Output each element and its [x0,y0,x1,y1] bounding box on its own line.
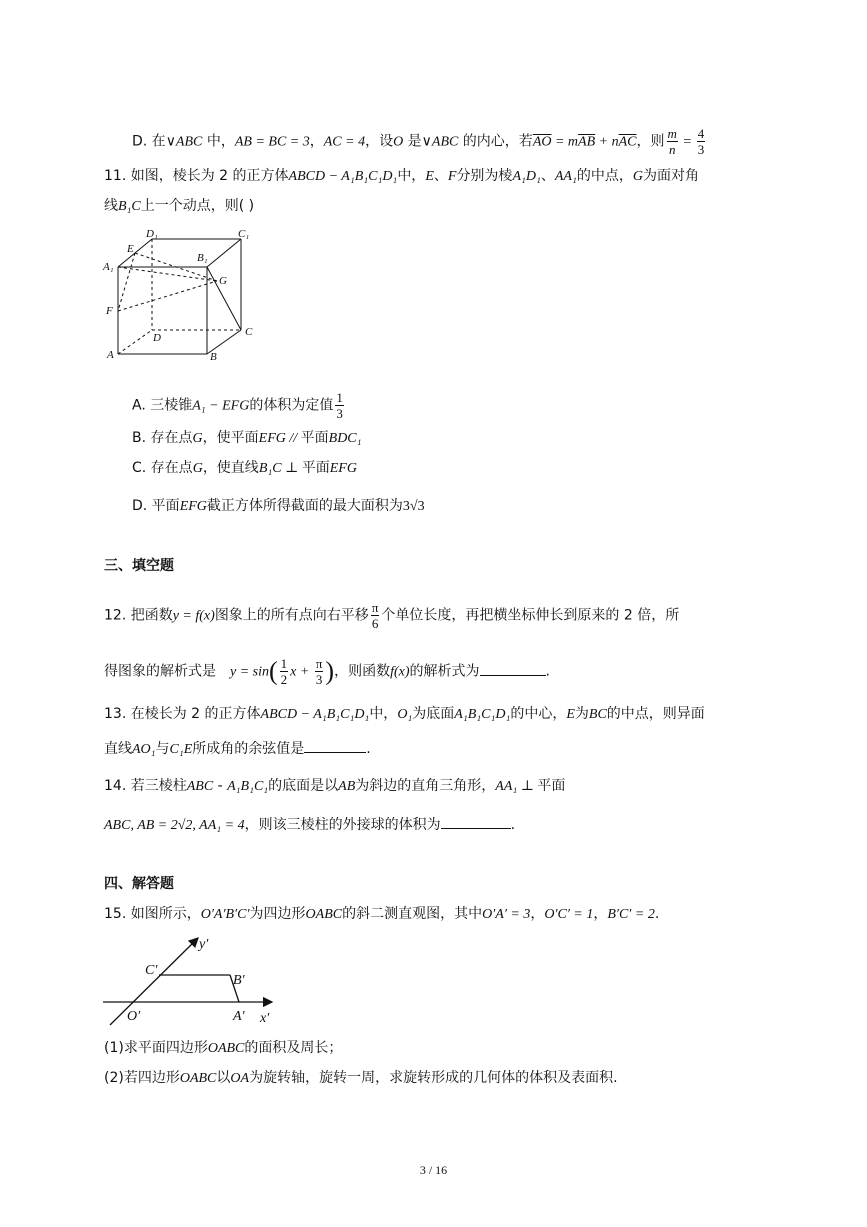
q15-part1 [104,1038,342,1059]
q14-text: 的底面是以 [268,778,339,794]
q11-text: 平面 [301,460,330,476]
denominator: 2 [280,672,288,687]
numerator: m [667,126,677,141]
math-func: f(x) [390,664,410,680]
math-plane: BDC₁ [328,431,362,446]
q13-text: 与 [155,741,170,757]
q15-text: 的斜二测直观图，其中 [342,906,483,922]
q11-text: B. 存在点 [132,430,193,446]
q11-text: 平面 [300,430,329,446]
label-c: C [245,326,253,338]
denominator: n [668,142,676,157]
vector-ab: $\overline{AB}$ [578,134,596,150]
q11-option-c [132,458,357,479]
q13-text: . [366,741,371,757]
q15-text: (1)求平面四边形 [104,1040,208,1056]
numerator: 4 [697,126,705,141]
q15-text: 为旋转轴，旋转一周，求旋转形成的几何体的体积及表面积. [249,1070,618,1086]
q14-text: 平面 [537,778,566,794]
q11-text: 分别为棱 [456,168,513,184]
q10-text: 的内心，若 [458,133,533,150]
fraction-m-n [667,126,678,157]
math-point: E [566,707,575,722]
math-triangle: A₁B₁C₁ [227,779,269,794]
fraction-pi-6 [371,600,380,631]
math-point: F [447,169,457,184]
math-point: E [425,169,434,184]
math-quad: OABC [179,1071,217,1086]
label-c1: C₁ [238,228,250,240]
denominator: 3 [315,672,323,687]
q10-text: 是 [403,133,422,150]
label-d: D [153,332,161,344]
label-o-prime: O′ [127,1009,141,1024]
math-pyramid: A₁ − EFG [192,398,250,414]
math-face: A₁B₁C₁D₁ [454,707,511,722]
q15-text: 的面积及周长； [244,1040,343,1056]
q10-text: ， [309,133,324,150]
q14-text: 为斜边的直角三角形， [355,778,496,794]
q14-text: . [510,817,516,833]
cube-figure [100,225,265,365]
math-equation: O′A′ = 3 [482,907,531,922]
q15-text: 15. 如图所示， [104,906,201,922]
label-g: G [219,275,227,287]
q11-text: 的中点， [576,168,633,184]
q15-text: ， [593,906,608,922]
numerator: 1 [336,390,343,405]
q11-text: 11. 如图，棱长为 2 的正方体 [104,168,289,184]
math-plane: EFG [329,461,357,476]
label-b-prime: B′ [233,973,245,988]
label-y-prime: y′ [199,937,209,952]
label-d1: D₁ [146,228,158,240]
math-point: G [632,169,643,184]
numerator: π [371,600,379,615]
math-quad: O′A′B′C′ [200,907,250,922]
math-edge: AB [338,779,356,794]
q12-text: 12. 把函数 [104,607,173,624]
denominator: 6 [371,616,379,631]
math-triangle: ABC [186,779,214,794]
q11-line2 [104,196,254,217]
vector-ac: $\overline{AC}$ [618,134,637,150]
math-cube: ABCD − A₁B₁C₁D₁ [288,169,398,184]
math-equation: O′C′ = 1 [544,907,594,922]
section-title-fill-blank: 三、填空题 [104,558,174,574]
math-plane: EFG [179,499,207,514]
answer-blank [304,738,366,753]
q11-option-d [132,496,425,517]
q11-text: ，使平面 [202,430,259,446]
q12-text: 个单位长度，再把横坐标伸长到原来的 2 倍，所 [381,607,680,624]
q15-text: ， [530,906,545,922]
q11-text: D. 平面 [132,498,180,514]
math-point: G [192,431,203,446]
vector-ao: $\overline{AO}$ [532,134,552,150]
q11-text: 线 [104,198,118,214]
denominator: 3 [336,406,343,421]
math-cube: ABCD − A₁B₁C₁D₁ [260,707,370,722]
q12-line2 [104,656,550,687]
label-a-prime: A′ [233,1009,245,1024]
q11-option-a [132,390,346,421]
q13-text: 直线 [104,741,132,757]
q15-text: 以 [216,1070,231,1086]
q11-text: 中， [397,168,426,184]
q13-line1 [104,704,705,725]
math-expr: x + [290,664,313,680]
q12-text: 的解析式为 [409,663,480,680]
q10-text: D. 在 [132,133,166,150]
q12-text: 得图象的解析式是 [104,663,216,680]
section-title-solve: 四、解答题 [104,876,174,892]
oblique-figure [100,932,285,1030]
math-equation: B′C′ = 2 [607,907,655,922]
math-op: = m [551,134,579,150]
q14-line1 [104,776,565,797]
paren-left: ( [269,656,278,686]
q10-option-d [132,126,707,157]
label-a1: A₁ [103,261,114,273]
numerator: π [315,656,323,671]
math-func: y = f(x) [172,608,215,624]
math-triangle: ∨ABC [421,134,459,150]
q11-text: 截正方体所得截面的最大面积为 [206,498,403,514]
q14-line2 [104,814,515,836]
q15-text: . [654,906,660,922]
math-line: C₁E [169,742,193,757]
q15-text: 为四边形 [249,906,306,922]
q13-text: 所成角的余弦值是 [192,741,305,757]
page-number: 3 / 16 [419,1163,448,1177]
numerator: 1 [280,656,288,671]
label-b: B [210,351,217,363]
math-edge: A₁D₁ [512,169,541,184]
label-f: F [106,305,113,317]
label-b1: B₁ [197,252,208,264]
math-line: AA₁ ⊥ [495,779,538,794]
fraction-4-3 [697,126,706,157]
q12-text: 图象上的所有点向右平移 [214,607,369,624]
q13-line2 [104,738,371,760]
fraction-pi-3 [315,656,324,687]
math-quad: OABC [207,1041,245,1056]
q12-line1 [104,600,679,631]
math-line: AO₁ [132,742,156,757]
answer-blank [441,814,511,829]
q11-text: 的体积为定值 [249,397,334,414]
q14-text: 14. 若三棱柱 [104,778,187,794]
q11-text: 为面对角 [642,168,699,184]
q11-text: ，使直线 [202,460,259,476]
q14-text: - [213,778,228,794]
q10-text: 中， [202,133,235,150]
q13-text: 为底面 [412,706,455,722]
answer-blank [480,661,546,676]
q11-line1 [104,166,699,187]
math-edge: AA₁ [554,169,577,184]
q13-text: 的中点，则异面 [606,706,705,722]
math-quad: OABC [305,907,343,922]
fraction-1-2 [280,656,289,687]
q15-text: (2)若四边形 [104,1070,180,1086]
q11-text: 、 [540,168,555,184]
q11-text: C. 存在点 [132,460,193,476]
q15-line1 [104,904,659,925]
math-edge: OA [230,1071,250,1086]
math-triangle: ∨ABC [165,134,203,150]
q14-text: ，则该三棱柱的外接球的体积为 [244,817,441,833]
math-point: O [393,134,404,150]
q13-text: 13. 在棱长为 2 的正方体 [104,706,261,722]
label-a: A [107,349,114,361]
math-equation: AC = 4 [323,134,366,150]
q13-text: 为 [574,706,589,722]
q11-text: A. 三棱锥 [132,397,193,414]
label-x-prime: x′ [260,1011,270,1026]
label-e: E [127,243,134,255]
math-edge: B₁C [118,199,141,214]
denominator: 3 [697,142,705,157]
q11-text: 上一个动点，则( ) [140,198,255,214]
q12-text: ，则函数 [334,663,391,680]
q11-text: 、 [433,168,448,184]
math-op: = [679,134,695,150]
q11-option-b [132,428,362,449]
math-line: B₁C ⊥ [258,461,302,476]
math-equation: AB = BC = 3 [234,134,310,150]
q10-text: ，则 [636,133,665,150]
math-point: G [192,461,203,476]
math-point: O₁ [397,707,413,722]
q13-text: 中， [369,706,398,722]
math-conditions: ABC, AB = 2√2, AA₁ = 4 [104,818,245,833]
paren-right: ) [325,656,335,686]
fraction-1-3 [335,390,344,421]
q13-text: 的中心， [510,706,567,722]
q10-text: ，设 [365,133,394,150]
math-value: 3√3 [402,499,425,514]
q15-part2 [104,1068,618,1089]
math-plane: EFG // [258,431,301,446]
label-c-prime: C′ [145,963,158,978]
q12-text: . [545,663,550,680]
math-edge: BC [588,707,607,722]
math-op: + n [595,134,619,150]
math-func: y = sin [230,664,269,680]
